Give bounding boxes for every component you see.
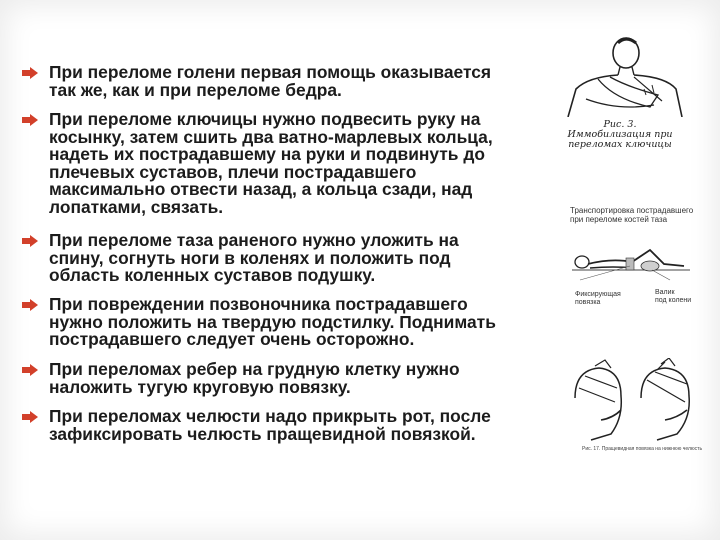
pelvis-label-bandage: Фиксирующая повязка <box>575 291 621 306</box>
bullet-text: При переломах ребер на грудную клетку нужно наложить тугую круговую повязку. <box>49 359 460 397</box>
bullet-text: При переломе ключицы нужно подвесить руку на косынку, затем сшить два ватно-марлевых кольца, надеть их пострадавшему на руки и подвинуть до плечевых суставов, плечи пострадавшего максимально отвести назад, а кольца сзади, над лопатками, связать. <box>49 109 493 217</box>
bullet-text: При переломе голени первая помощь оказывается так же, как и при переломе бедра. <box>49 62 492 100</box>
pelvis-illustration <box>572 228 694 283</box>
jaw-illustration <box>565 358 695 446</box>
arrow-bullet-icon <box>22 299 38 311</box>
pelvis-figure <box>572 228 694 283</box>
arrow-bullet-icon <box>22 114 38 126</box>
bullet-text: При переломах челюсти надо прикрыть рот, после зафиксировать челюсть пращевидной повязкой. <box>49 406 491 444</box>
jaw-caption: Рис. 17. Пращевидная повязка на нижнюю челюсть <box>582 446 703 452</box>
clavicle-illustration <box>558 37 696 117</box>
jaw-figure <box>565 358 695 446</box>
arrow-bullet-icon <box>22 364 38 376</box>
clavicle-figure <box>558 37 696 117</box>
clavicle-caption: Рис. 3. Иммобилизация при переломах ключицы <box>567 119 673 150</box>
arrow-bullet-icon <box>22 411 38 423</box>
pelvis-label-cushion: Валик под колени <box>655 289 692 304</box>
bullet-text: При переломе таза раненого нужно уложить на спину, согнуть ноги в коленях и положить под область коленных суставов подушку. <box>49 230 459 286</box>
bullet-text: При повреждении позвоночника пострадавшего нужно положить на твердую подстилку. Поднимать пострадавшего следует очень осторожно. <box>49 294 496 350</box>
arrow-bullet-icon <box>22 235 38 247</box>
arrow-bullet-icon <box>22 67 38 79</box>
pelvis-caption: Транспортировка пострадавшего при переломе костей таза <box>570 206 694 224</box>
